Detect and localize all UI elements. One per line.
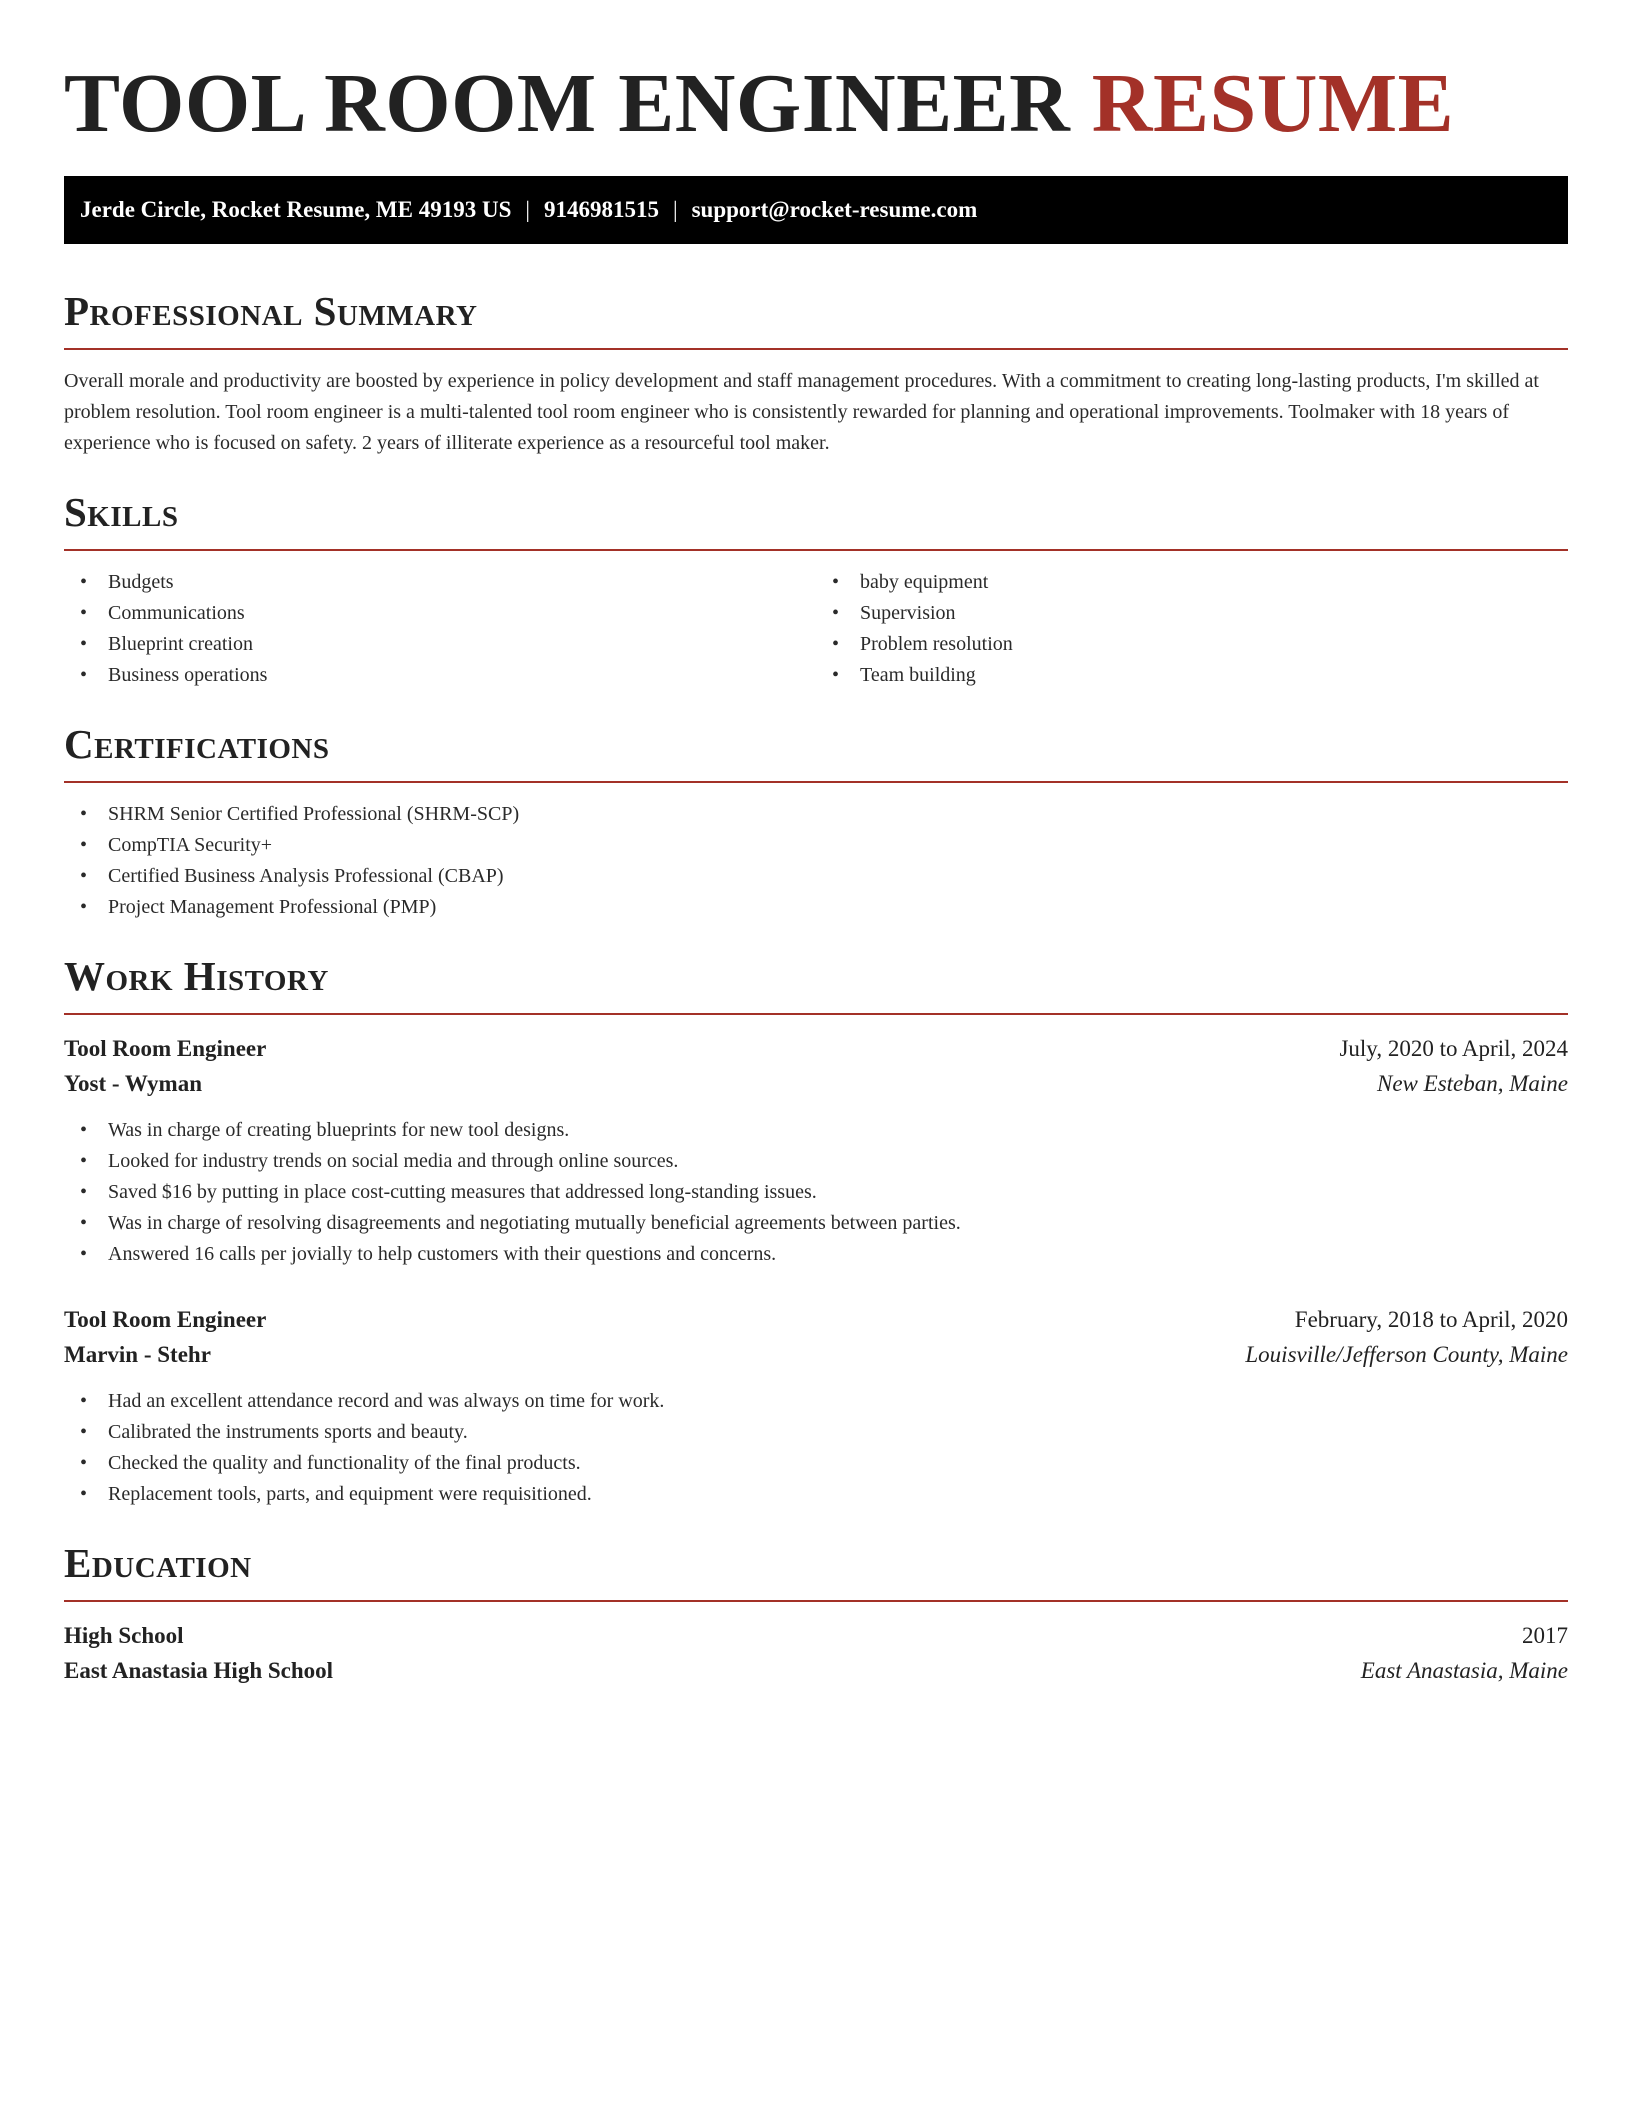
skills-heading: Skills (64, 489, 179, 535)
job-header (64, 1302, 1568, 1337)
job-bullet: • Calibrated the instruments sports and beauty. (64, 1417, 1568, 1448)
skills-grid (64, 567, 1568, 691)
job-bullet: • Looked for industry trends on social media and through online sources. (64, 1146, 1568, 1177)
certifications-list (64, 799, 1568, 923)
job-subheader (64, 1337, 1568, 1372)
job-title: Tool Room Engineer (64, 1036, 267, 1061)
section-divider (64, 781, 1568, 783)
summary-text: Overall morale and productivity are boosted by experience in policy development and staff management procedures. With a commitment to creating long-lasting products, I'm skilled at problem resolution. Tool room engineer is a multi-talented tool room engineer who is consistently rewarded for planning and operational improvements. Toolmaker with 18 years of experience who is focused on safety. 2 years of illiterate experience as a resourceful tool maker. (64, 370, 1539, 454)
job-location: New Esteban, Maine (1377, 1071, 1568, 1096)
contact-separator: | (672, 197, 678, 222)
job-dates: July, 2020 to April, 2024 (1339, 1036, 1568, 1061)
job-bullet: • Was in charge of creating blueprints for new tool designs. (64, 1115, 1568, 1146)
education-degree: High School (64, 1623, 184, 1648)
summary-section (64, 288, 1568, 459)
contact-bar (64, 176, 1568, 244)
job-bullet: • Checked the quality and functionality of the final products. (64, 1448, 1568, 1479)
certification-item: • Certified Business Analysis Professional (CBAP) (64, 861, 1568, 892)
section-divider (64, 549, 1568, 551)
section-divider (64, 1600, 1568, 1602)
title-accent: RESUME (1091, 57, 1455, 150)
skill-item: • Communications (64, 598, 816, 629)
job-bullet: • Saved $16 by putting in place cost-cutting measures that addressed long-standing issues. (64, 1177, 1568, 1208)
job-subheader (64, 1066, 1568, 1101)
education-year: 2017 (1522, 1623, 1568, 1648)
job-bullet: • Was in charge of resolving disagreements and negotiating mutually beneficial agreements between parties. (64, 1208, 1568, 1239)
certification-item: • Project Management Professional (PMP) (64, 892, 1568, 923)
work-history-heading: Work History (64, 953, 329, 999)
title-main: TOOL ROOM ENGINEER (64, 57, 1071, 150)
education-section (64, 1540, 1568, 1688)
section-divider (64, 1013, 1568, 1015)
skill-item: • Budgets (64, 567, 816, 598)
section-divider (64, 348, 1568, 350)
job-bullet: • Answered 16 calls per jovially to help customers with their questions and concerns. (64, 1239, 1568, 1270)
job-bullets (64, 1386, 1568, 1510)
skill-item: • Blueprint creation (64, 629, 816, 660)
certifications-section (64, 721, 1568, 923)
skill-item: • Business operations (64, 660, 816, 691)
job-company: Marvin - Stehr (64, 1342, 211, 1367)
job-entry (64, 1302, 1568, 1510)
job-bullet: • Had an excellent attendance record and was always on time for work. (64, 1386, 1568, 1417)
skill-item: • Supervision (816, 598, 1568, 629)
education-school: East Anastasia High School (64, 1658, 334, 1683)
certifications-heading: Certifications (64, 721, 330, 767)
job-dates: February, 2018 to April, 2020 (1294, 1307, 1568, 1332)
contact-address: Jerde Circle, Rocket Resume, ME 49193 US (80, 197, 512, 222)
skills-section (64, 489, 1568, 691)
skill-item: • baby equipment (816, 567, 1568, 598)
skills-list-right (816, 567, 1568, 691)
job-entry (64, 1031, 1568, 1270)
skills-list-left (64, 567, 816, 691)
job-bullet: • Replacement tools, parts, and equipment were requisitioned. (64, 1479, 1568, 1510)
job-title: Tool Room Engineer (64, 1307, 267, 1332)
education-subheader (64, 1653, 1568, 1688)
job-bullets (64, 1115, 1568, 1270)
skill-item: • Team building (816, 660, 1568, 691)
skill-item: • Problem resolution (816, 629, 1568, 660)
job-header (64, 1031, 1568, 1066)
job-location: Louisville/Jefferson County, Maine (1245, 1342, 1568, 1367)
education-heading: Education (64, 1540, 252, 1586)
contact-separator: | (525, 197, 530, 222)
summary-heading: Professional Summary (64, 288, 478, 334)
contact-phone: 9146981515 (543, 197, 659, 222)
certification-item: • CompTIA Security+ (64, 830, 1568, 861)
resume-title (64, 0, 1568, 176)
certification-item: • SHRM Senior Certified Professional (SHRM-SCP) (64, 799, 1568, 830)
contact-email: support@rocket-resume.com (691, 197, 978, 222)
work-history-section (64, 953, 1568, 1510)
job-company: Yost - Wyman (64, 1071, 203, 1096)
education-location: East Anastasia, Maine (1360, 1658, 1568, 1683)
education-header (64, 1618, 1568, 1653)
